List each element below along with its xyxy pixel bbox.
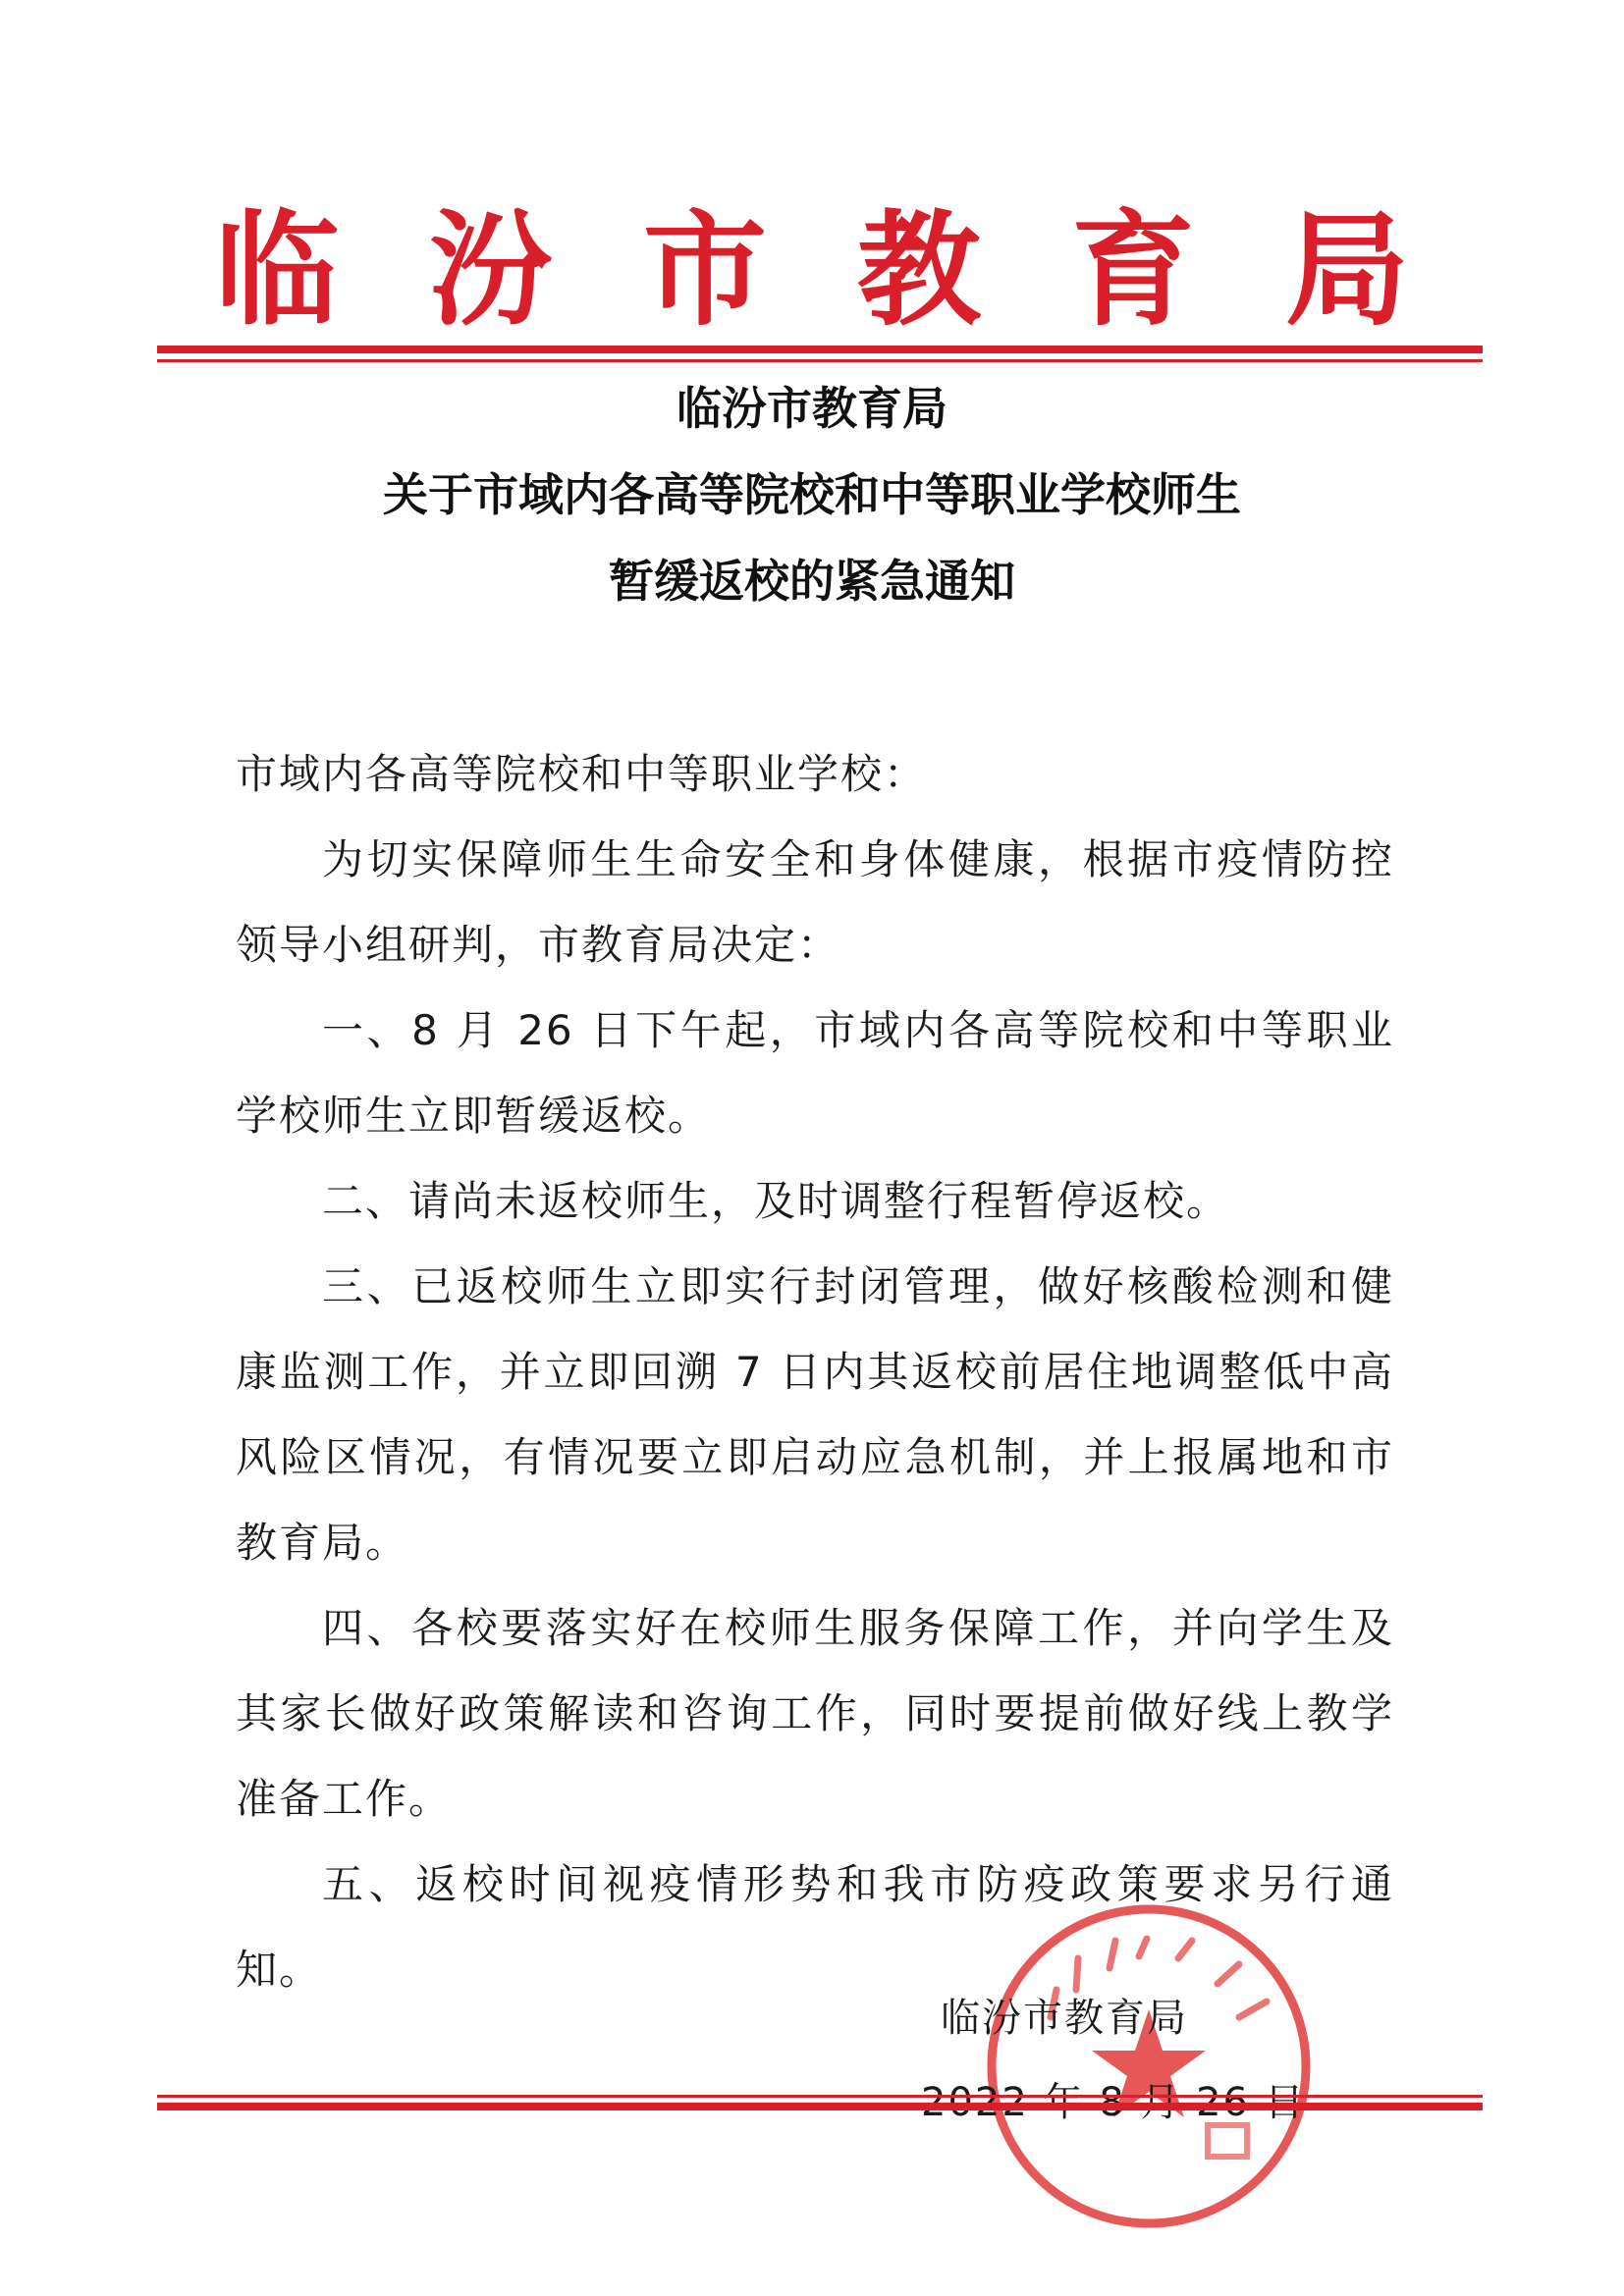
official-seal: [982, 1899, 1316, 2233]
document-title-line-3: 暂缓返校的紧急通知: [609, 555, 1015, 608]
footer-rule-thin: [157, 2095, 1483, 2098]
header-rule-thin: [157, 359, 1483, 362]
document-title-line-1: 临汾市教育局: [677, 382, 947, 435]
intro-paragraph: 为切实保障师生生命安全和身体健康，根据市疫情防控领导小组研判，市教育局决定：: [236, 835, 1394, 969]
salutation: 市域内各高等院校和中等职业学校：: [236, 750, 928, 798]
document-title-line-2: 关于市域内各高等院校和中等职业学校师生: [383, 468, 1241, 521]
item-paragraph: 二、请尚未返校师生，及时调整行程暂停返校。: [322, 1177, 1230, 1225]
footer-rule-thick: [157, 2103, 1483, 2110]
masthead-title: 临汾市教育局: [215, 197, 1499, 343]
document-body: [236, 731, 1394, 2012]
signature-organization: 临汾市教育局: [941, 1996, 1188, 2041]
item-paragraph: 五、返校时间视疫情形势和我市防疫政策要求另行通知。: [236, 1860, 1394, 1994]
header-rule-thick: [157, 346, 1483, 353]
signature-date: [0, 2071, 1624, 2127]
item-paragraph: 三、已返校师生立即实行封闭管理，做好核酸检测和健康监测工作，并立即回溯 7 日内其返校前居住地调整低中高风险区情况，有情况要立即启动应急机制，并上报属地和市教育局。: [236, 1262, 1394, 1567]
item-paragraph: 四、各校要落实好在校师生服务保障工作，并向学生及其家长做好政策解读和咨询工作，同时要提前做好线上教学准备工作。: [236, 1604, 1394, 1823]
item-paragraph: 一、8 月 26 日下午起，市域内各高等院校和中等职业学校师生立即暂缓返校。: [236, 1006, 1394, 1140]
